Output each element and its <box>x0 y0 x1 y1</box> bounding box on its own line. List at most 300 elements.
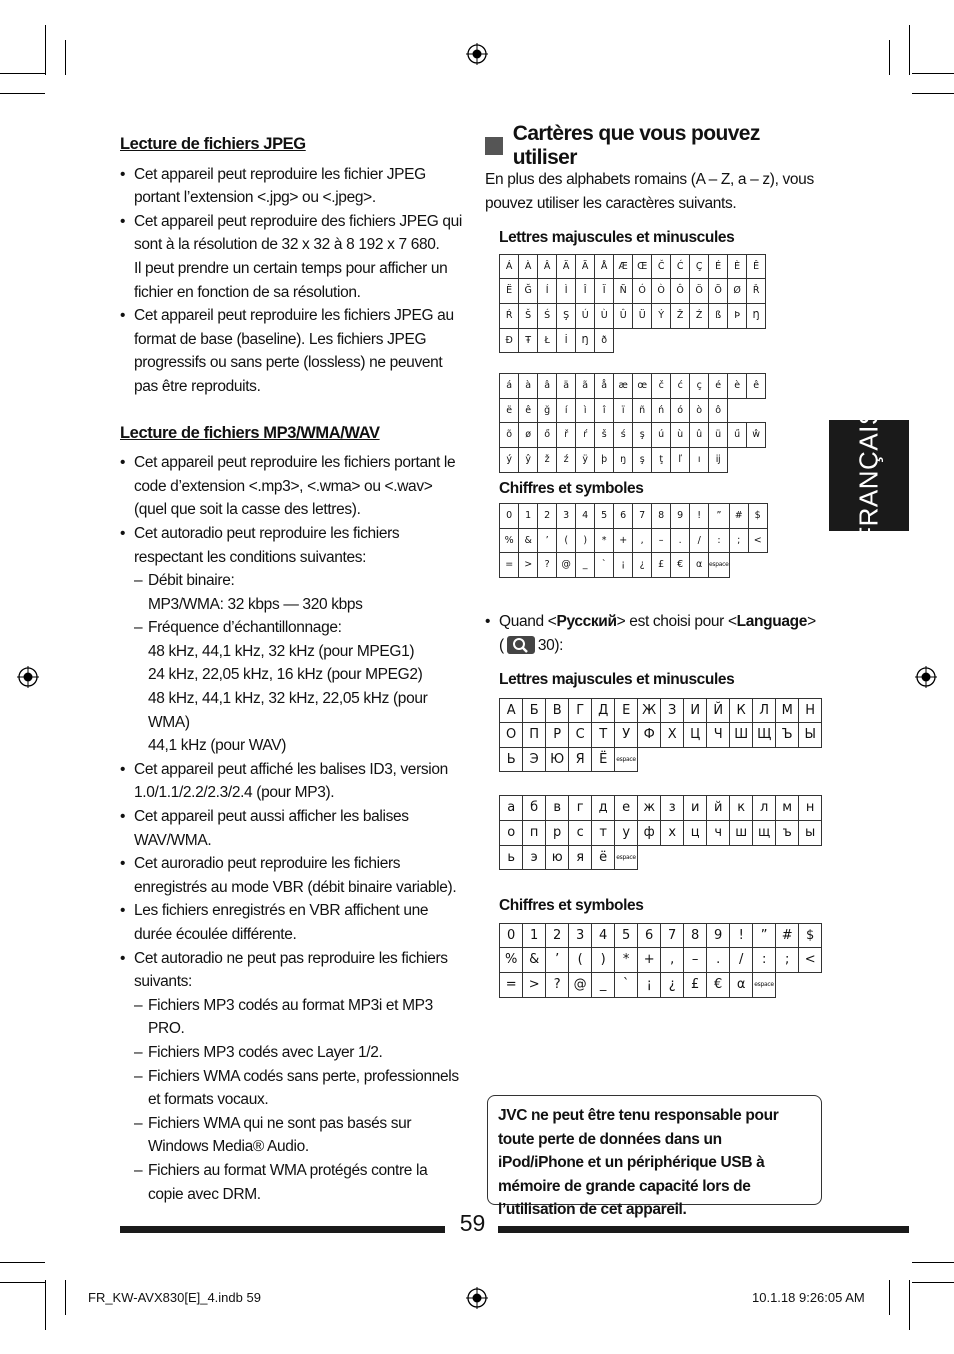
characters-section-heading <box>485 122 825 169</box>
character-cell: ŵ <box>747 423 766 448</box>
list-item: • Cet appareil peut reproduire les fichiers JPEG au format de base (baseline). Les fichiers JPEG progressifs ou sans perte (lossless) ne peuvent pas être reproduits. <box>120 304 465 398</box>
character-cell: ı <box>690 447 709 472</box>
character-cell: ç <box>690 374 709 399</box>
character-cell: Ù <box>595 303 614 328</box>
character-cell: Ş <box>557 303 576 328</box>
character-cell: / <box>730 948 753 973</box>
character-cell: у <box>615 821 638 846</box>
character-cell: ” <box>709 504 730 529</box>
registration-mark-icon <box>466 43 488 65</box>
character-row <box>500 398 766 423</box>
character-table <box>499 698 822 773</box>
character-cell: > <box>523 973 546 998</box>
page-number: 59 <box>459 1210 486 1236</box>
footer-file-info: FR_KW-AVX830[E]_4.indb 59 <box>88 1290 261 1305</box>
character-cell: œ <box>633 374 652 399</box>
character-cell: ű <box>728 423 747 448</box>
list-item <box>120 210 465 304</box>
character-cell: Á <box>500 254 519 279</box>
character-cell: Ä <box>557 254 576 279</box>
character-cell: ë <box>500 398 519 423</box>
crop-mark <box>45 1280 46 1330</box>
character-cell: $ <box>799 923 822 948</box>
character-cell: ñ <box>633 398 652 423</box>
character-row <box>500 923 822 948</box>
cyrillic-lowercase-grid <box>499 795 825 870</box>
character-cell: ê <box>747 374 766 399</box>
character-cell: Ž <box>671 303 690 328</box>
character-cell: 6 <box>614 504 633 529</box>
character-cell: С <box>569 723 592 748</box>
character-cell: Ê <box>747 254 766 279</box>
character-cell: É <box>709 254 728 279</box>
character-row <box>500 528 768 553</box>
character-cell: , <box>633 528 652 553</box>
character-cell: ã <box>576 374 595 399</box>
character-table <box>499 923 822 998</box>
character-cell: Ý <box>652 303 671 328</box>
character-cell: Н <box>799 698 822 723</box>
russian-note: • Quand <Русский> est choisi pour <Language> ( 30): <box>485 610 825 657</box>
character-cell: Ф <box>638 723 661 748</box>
character-cell: ó <box>671 398 690 423</box>
character-cell: Ú <box>576 303 595 328</box>
character-row <box>500 504 768 529</box>
language-side-tab <box>829 407 909 543</box>
character-cell: á <box>500 374 519 399</box>
disclaimer-box: JVC ne peut être tenu responsable pour toute perte de données dans un iPod/iPhone et un périphérique USB à mémoire de grande capacité lors de l’utilisation de cet appareil. <box>487 1095 822 1205</box>
character-cell: Ш <box>730 723 753 748</box>
character-cell: Ŧ <box>519 328 538 353</box>
character-cell: æ <box>614 374 633 399</box>
character-row <box>500 796 822 821</box>
list-item: • Cet appareil peut aussi afficher les balises WAV/WMA. <box>120 805 465 852</box>
crop-mark <box>912 1262 954 1263</box>
character-cell: ß <box>709 303 728 328</box>
character-cell: â <box>538 374 557 399</box>
character-cell: š <box>595 423 614 448</box>
character-cell: Ы <box>799 723 822 748</box>
character-cell: ľ <box>671 447 690 472</box>
character-row <box>500 845 822 870</box>
character-cell: = <box>500 973 523 998</box>
character-cell: £ <box>684 973 707 998</box>
character-cell: ij <box>709 447 728 472</box>
character-cell: ! <box>690 504 709 529</box>
character-cell: ¡ <box>638 973 661 998</box>
cyrillic-symbols-heading: Chiffres et symboles <box>499 897 644 915</box>
crop-mark <box>909 25 910 75</box>
character-cell: ; <box>776 948 799 973</box>
crop-mark <box>0 73 45 74</box>
language-keyword: Language <box>736 612 808 630</box>
character-cell: å <box>595 374 614 399</box>
character-cell: ź <box>557 447 576 472</box>
crop-mark <box>45 25 46 75</box>
character-cell: * <box>595 528 614 553</box>
character-cell: Å <box>595 254 614 279</box>
page-number-bar-right <box>498 1226 909 1233</box>
character-cell: < <box>799 948 822 973</box>
character-cell: ) <box>576 528 595 553</box>
bullet: • <box>485 612 491 630</box>
list-item <box>120 947 465 1207</box>
character-cell: € <box>707 973 730 998</box>
character-cell: . <box>671 528 690 553</box>
character-cell: > <box>519 553 538 578</box>
character-cell: ` <box>595 553 614 578</box>
character-cell: ţ <box>652 447 671 472</box>
character-cell: 9 <box>707 923 730 948</box>
character-row <box>500 374 766 399</box>
character-cell: espace <box>753 973 776 998</box>
registration-mark-icon <box>915 666 937 688</box>
list-item <box>134 569 465 616</box>
character-cell: Ч <box>707 723 730 748</box>
character-cell: ř <box>557 423 576 448</box>
character-cell: Ë <box>500 279 519 304</box>
frequency-line: 24 kHz, 22,05 kHz, 16 kHz (pour MPEG2) <box>148 666 423 684</box>
character-row <box>500 553 768 578</box>
character-cell: Т <box>592 723 615 748</box>
character-cell: 3 <box>569 923 592 948</box>
character-table <box>499 254 766 353</box>
list-item: • Cet auroradio peut reproduire les fichiers enregistrés au mode VBR (débit binaire variable). <box>120 852 465 899</box>
character-table <box>499 503 768 578</box>
character-cell: ’ <box>546 948 569 973</box>
character-cell: Ŕ <box>500 303 519 328</box>
character-cell: Я <box>569 747 592 772</box>
character-cell: 5 <box>595 504 614 529</box>
character-cell: Ü <box>633 303 652 328</box>
russian-note-text: > <box>807 612 816 630</box>
character-cell: – <box>684 948 707 973</box>
character-cell: č <box>652 374 671 399</box>
character-cell: Х <box>661 723 684 748</box>
list-item: – Fichiers MP3 codés avec Layer 1/2. <box>134 1041 465 1065</box>
list-item: – Fichiers MP3 codés au format MP3i et MP3 PRO. <box>134 994 465 1041</box>
character-cell: espace <box>615 747 638 772</box>
list-item: – Fichiers WMA qui ne sont pas basés sur Windows Media® Audio. <box>134 1112 465 1159</box>
character-cell: 1 <box>523 923 546 948</box>
character-cell: Š <box>519 303 538 328</box>
character-cell: ş <box>633 423 652 448</box>
character-cell: ŷ <box>519 447 538 472</box>
character-cell: ÿ <box>576 447 595 472</box>
character-cell: & <box>519 528 538 553</box>
character-row <box>500 254 766 279</box>
character-row <box>500 698 822 723</box>
character-cell: 3 <box>557 504 576 529</box>
character-cell: % <box>500 948 523 973</box>
character-cell: Û <box>614 303 633 328</box>
character-cell: . <box>707 948 730 973</box>
character-cell: ¿ <box>633 553 652 578</box>
character-cell: ì <box>576 398 595 423</box>
character-cell: ” <box>753 923 776 948</box>
frequency-line: 48 kHz, 44,1 kHz, 32 kHz, 22,05 kHz (pour WMA) <box>148 690 428 731</box>
character-cell: ô <box>709 398 728 423</box>
character-cell: Ř <box>747 279 766 304</box>
list-item-text: Cet autoradio peut reproduire les fichiers respectant les conditions suivantes: <box>134 524 400 566</box>
character-table <box>499 795 822 870</box>
character-cell: è <box>728 374 747 399</box>
cyrillic-symbols-grid <box>499 923 825 998</box>
character-cell: ь <box>500 845 523 870</box>
character-cell: < <box>748 528 767 553</box>
character-cell: в <box>546 796 569 821</box>
character-cell: Œ <box>633 254 652 279</box>
character-cell: Ś <box>538 303 557 328</box>
character-cell: & <box>523 948 546 973</box>
character-cell: ) <box>592 948 615 973</box>
registration-mark-icon <box>17 666 39 688</box>
character-cell: Ò <box>652 279 671 304</box>
character-cell: # <box>776 923 799 948</box>
character-cell: α <box>730 973 753 998</box>
character-cell: Е <box>615 698 638 723</box>
character-cell: espace <box>709 553 730 578</box>
latin-uppercase-grid <box>499 254 825 353</box>
character-cell: 8 <box>684 923 707 948</box>
page-number-bar-left <box>120 1226 445 1233</box>
character-cell: Ł <box>538 328 557 353</box>
character-cell: н <box>799 796 822 821</box>
character-cell: 8 <box>652 504 671 529</box>
character-cell: ş <box>633 447 652 472</box>
characters-section-title: Cartères que vous pouvez utiliser <box>512 122 760 169</box>
character-cell: Ю <box>546 747 569 772</box>
list-item: – Fichiers au format WMA protégés contre la copie avec DRM. <box>134 1159 465 1206</box>
list-item: • Les fichiers enregistrés en VBR affichent une durée écoulée différente. <box>120 899 465 946</box>
character-cell: Ç <box>690 254 709 279</box>
crop-mark <box>889 1280 890 1315</box>
character-cell: ш <box>730 821 753 846</box>
character-cell: % <box>500 528 519 553</box>
conditions-list <box>134 569 465 758</box>
reference-page: 30): <box>537 636 564 654</box>
character-cell: Ğ <box>519 279 538 304</box>
character-row <box>500 723 822 748</box>
character-cell: У <box>615 723 638 748</box>
character-cell: ý <box>500 447 519 472</box>
frequency-line: 44,1 kHz (pour WAV) <box>148 737 287 755</box>
mp3-section-title: Lecture de fichiers MP3/WMA/WAV <box>120 423 380 442</box>
character-cell: à <box>519 374 538 399</box>
character-cell: 0 <box>500 923 523 948</box>
character-cell: и <box>684 796 707 821</box>
character-cell: ê <box>519 398 538 423</box>
character-cell: û <box>690 423 709 448</box>
character-cell: Í <box>538 279 557 304</box>
crop-mark <box>909 1280 910 1330</box>
latin-symbols-heading: Chiffres et symboles <box>499 479 644 497</box>
character-cell: е <box>615 796 638 821</box>
character-cell: # <box>729 504 748 529</box>
frequency-line: 48 kHz, 44,1 kHz, 32 kHz (pour MPEG1) <box>148 642 415 660</box>
russian-keyword: Русский <box>556 612 617 630</box>
character-cell: – <box>652 528 671 553</box>
latin-letters-heading: Lettres majuscules et minuscules <box>499 229 735 247</box>
character-cell: 1 <box>519 504 538 529</box>
character-cell: Л <box>753 698 776 723</box>
character-cell: ъ <box>776 821 799 846</box>
character-cell: ð <box>595 328 614 353</box>
character-cell: И <box>684 698 707 723</box>
character-cell: т <box>592 821 615 846</box>
character-cell: 7 <box>661 923 684 948</box>
character-cell: ы <box>799 821 822 846</box>
character-cell: з <box>661 796 684 821</box>
character-cell: @ <box>557 553 576 578</box>
character-cell: Р <box>546 723 569 748</box>
list-item <box>134 616 465 758</box>
character-cell: İ <box>557 328 576 353</box>
character-cell: А <box>500 698 523 723</box>
character-cell: П <box>523 723 546 748</box>
character-cell: О <box>500 723 523 748</box>
character-cell: 6 <box>638 923 661 948</box>
character-cell: $ <box>748 504 767 529</box>
character-cell: Ï <box>595 279 614 304</box>
character-cell: õ <box>500 423 519 448</box>
crop-mark <box>912 93 954 94</box>
character-cell: ś <box>614 423 633 448</box>
character-cell: 4 <box>592 923 615 948</box>
russian-note-text: Quand < <box>499 612 557 630</box>
character-cell: / <box>690 528 709 553</box>
section-marker-icon <box>485 137 503 155</box>
registration-mark-icon <box>466 1287 488 1309</box>
character-cell: о <box>500 821 523 846</box>
character-cell: Ã <box>576 254 595 279</box>
character-cell: с <box>569 821 592 846</box>
character-cell: + <box>614 528 633 553</box>
character-cell: З <box>661 698 684 723</box>
character-cell: ń <box>652 398 671 423</box>
character-cell: , <box>661 948 684 973</box>
character-cell: ŋ <box>614 447 633 472</box>
crop-mark <box>912 1282 954 1283</box>
character-row <box>500 973 822 998</box>
character-cell: ’ <box>538 528 557 553</box>
character-cell: È <box>728 254 747 279</box>
left-column <box>120 133 465 1206</box>
character-cell: 2 <box>546 923 569 948</box>
crop-mark <box>65 40 66 75</box>
character-cell: ! <box>730 923 753 948</box>
latin-lowercase-grid <box>499 373 825 472</box>
list-item-text: Il peut prendre un certain temps pour afficher un fichier en fonction de sa résolution. <box>134 259 448 301</box>
character-cell: Â <box>538 254 557 279</box>
character-cell: я <box>569 845 592 870</box>
character-cell: Э <box>523 747 546 772</box>
character-cell: Ø <box>728 279 747 304</box>
character-cell: М <box>776 698 799 723</box>
character-cell: л <box>753 796 776 821</box>
character-cell: Æ <box>614 254 633 279</box>
character-cell: Ñ <box>614 279 633 304</box>
character-cell: _ <box>576 553 595 578</box>
jpeg-section-title: Lecture de fichiers JPEG <box>120 135 306 153</box>
character-cell: п <box>523 821 546 846</box>
character-cell: ž <box>538 447 557 472</box>
character-cell: 0 <box>500 504 519 529</box>
cyrillic-uppercase-grid <box>499 698 825 773</box>
character-cell: ` <box>615 973 638 998</box>
character-cell: = <box>500 553 519 578</box>
character-cell: ж <box>638 796 661 821</box>
character-row <box>500 447 766 472</box>
character-cell: ф <box>638 821 661 846</box>
character-cell: _ <box>592 973 615 998</box>
character-cell: ¡ <box>614 553 633 578</box>
character-cell: Õ <box>709 279 728 304</box>
character-cell: Щ <box>753 723 776 748</box>
character-cell: ù <box>671 423 690 448</box>
character-cell: ю <box>546 845 569 870</box>
character-cell: х <box>661 821 684 846</box>
character-cell: Ć <box>671 254 690 279</box>
character-cell: ч <box>707 821 730 846</box>
character-row <box>500 948 822 973</box>
jpeg-bullet-list <box>120 163 465 399</box>
character-cell: ( <box>569 948 592 973</box>
character-cell: € <box>671 553 690 578</box>
character-cell: Þ <box>728 303 747 328</box>
character-cell: В <box>546 698 569 723</box>
character-cell: α <box>690 553 709 578</box>
excluded-files-list <box>134 994 465 1206</box>
character-cell: ő <box>538 423 557 448</box>
character-cell: ü <box>709 423 728 448</box>
character-row <box>500 423 766 448</box>
character-cell: : <box>753 948 776 973</box>
character-cell: Ì <box>557 279 576 304</box>
crop-mark <box>0 1262 45 1263</box>
character-cell: ŕ <box>576 423 595 448</box>
character-cell: 9 <box>671 504 690 529</box>
character-cell: Б <box>523 698 546 723</box>
crop-mark <box>0 93 45 94</box>
character-cell: Đ <box>500 328 519 353</box>
character-cell: г <box>569 796 592 821</box>
character-cell: д <box>592 796 615 821</box>
character-cell: é <box>709 374 728 399</box>
right-column <box>485 122 825 998</box>
character-row <box>500 821 822 846</box>
character-row <box>500 279 766 304</box>
character-cell: + <box>638 948 661 973</box>
character-cell: : <box>709 528 730 553</box>
bitrate-label: – Débit binaire: <box>148 572 235 590</box>
character-cell: ? <box>546 973 569 998</box>
character-cell: 7 <box>633 504 652 529</box>
character-cell: Ŋ <box>747 303 766 328</box>
character-cell: ё <box>592 845 615 870</box>
crop-mark <box>0 1282 45 1283</box>
character-cell: Ж <box>638 698 661 723</box>
character-row <box>500 328 766 353</box>
character-cell: Ц <box>684 723 707 748</box>
character-table <box>499 373 766 472</box>
character-cell: À <box>519 254 538 279</box>
character-cell: к <box>730 796 753 821</box>
character-cell: Ь <box>500 747 523 772</box>
character-cell: espace <box>615 845 638 870</box>
character-cell: ø <box>519 423 538 448</box>
character-cell: ğ <box>538 398 557 423</box>
